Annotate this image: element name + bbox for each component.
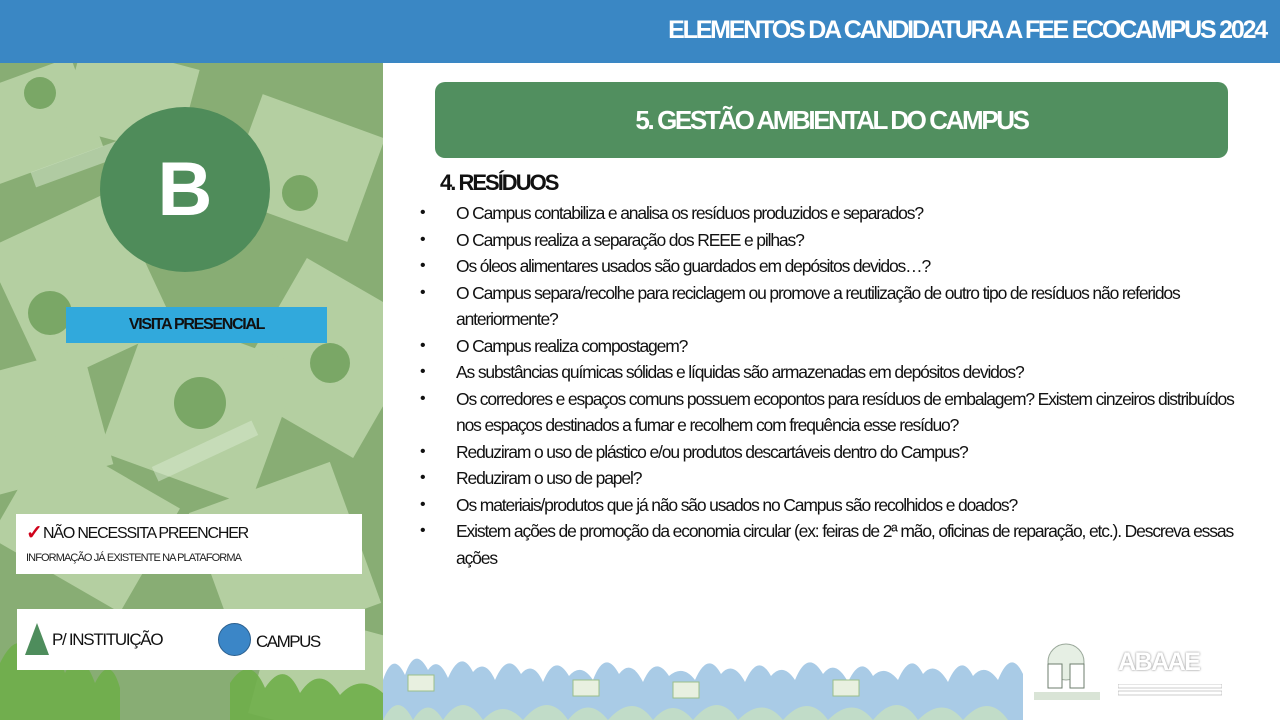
visit-label: VISITA PRESENCIAL: [66, 307, 327, 343]
no-fill-title: NÃO NECESSITA PREENCHER: [43, 525, 249, 542]
section-title: 5. GESTÃO AMBIENTAL DO CAMPUS: [435, 82, 1228, 158]
no-fill-subtitle: INFORMAÇÃO JÁ EXISTENTE NA PLATAFORMA: [26, 552, 242, 564]
question-item: [420, 200, 1262, 227]
legend-campus-label: CAMPUS: [256, 632, 320, 651]
question-item: [420, 359, 1262, 386]
bullet-icon: •: [420, 363, 425, 380]
bullet-icon: •: [420, 495, 425, 513]
bullet-icon: •: [420, 522, 425, 539]
questions-list: [420, 200, 1262, 571]
header-bar: [0, 0, 1280, 63]
question-text: Os materiais/produtos que já não são usados no Campus são recolhidos e doados?: [456, 494, 1018, 515]
question-text: O Campus realiza a separação dos REEE e pilhas?: [456, 229, 804, 250]
bullet-icon: •: [420, 442, 425, 460]
abaae-logo-caption-icon: [1118, 684, 1222, 698]
bullet-icon: •: [420, 204, 425, 221]
question-text: Os óleos alimentares usados são guardados em depósitos devidos…?: [456, 256, 931, 276]
question-item: [420, 439, 1262, 466]
question-item: [420, 253, 1262, 280]
subsection-title: 4. RESÍDUOS: [440, 170, 558, 195]
left-panel: [0, 63, 383, 720]
bullet-icon: •: [420, 389, 425, 407]
fee-ecocampus-logo-icon: [1032, 640, 1104, 706]
question-text: O Campus realiza compostagem?: [456, 335, 688, 356]
no-fill-notice: [16, 514, 362, 574]
bullet-icon: •: [420, 230, 425, 248]
circle-icon: [218, 623, 251, 656]
abaae-logo-text: ABAAE: [1118, 648, 1200, 676]
bullet-icon: •: [420, 283, 425, 301]
bullet-icon: •: [420, 257, 425, 274]
question-text: O Campus separa/recolhe para reciclagem ou promove a reutilização de outro tipo de resíduos não referidos anteriormente?: [456, 282, 1180, 329]
section-badge: B: [100, 107, 270, 272]
question-text: Reduziram o uso de papel?: [456, 468, 642, 488]
question-text: Reduziram o uso de plástico e/ou produtos descartáveis dentro do Campus?: [456, 441, 968, 462]
question-item: [420, 518, 1262, 571]
question-text: O Campus contabiliza e analisa os resíduos produzidos e separados?: [456, 203, 923, 223]
question-item: [420, 280, 1262, 333]
abaae-logo: [1118, 648, 1222, 704]
question-item: [420, 492, 1262, 519]
legend: [17, 609, 365, 670]
bullet-icon: •: [420, 336, 425, 354]
legend-institution-label: P/ INSTITUIÇÃO: [52, 630, 163, 649]
question-item: [420, 333, 1262, 360]
checkmark-icon: ✓: [26, 522, 43, 544]
page-title: ELEMENTOS DA CANDIDATURA A FEE ECOCAMPUS 2024: [668, 16, 1266, 44]
question-text: Existem ações de promoção da economia circular (ex: feiras de 2ª mão, oficinas de reparação, etc.). Descreva essas ações: [456, 521, 1234, 568]
question-text: Os corredores e espaços comuns possuem ecopontos para resíduos de embalagem? Existem cinzeiros distribuídos nos espaços destinados a fumar e recolhem com frequência esse resíduo?: [456, 388, 1234, 435]
question-item: [420, 465, 1262, 492]
question-text: As substâncias químicas sólidas e líquidas são armazenadas em depósitos devidos?: [456, 362, 1024, 382]
question-item: [420, 227, 1262, 254]
bullet-icon: •: [420, 469, 425, 486]
question-item: [420, 386, 1262, 439]
triangle-icon: [25, 623, 49, 655]
